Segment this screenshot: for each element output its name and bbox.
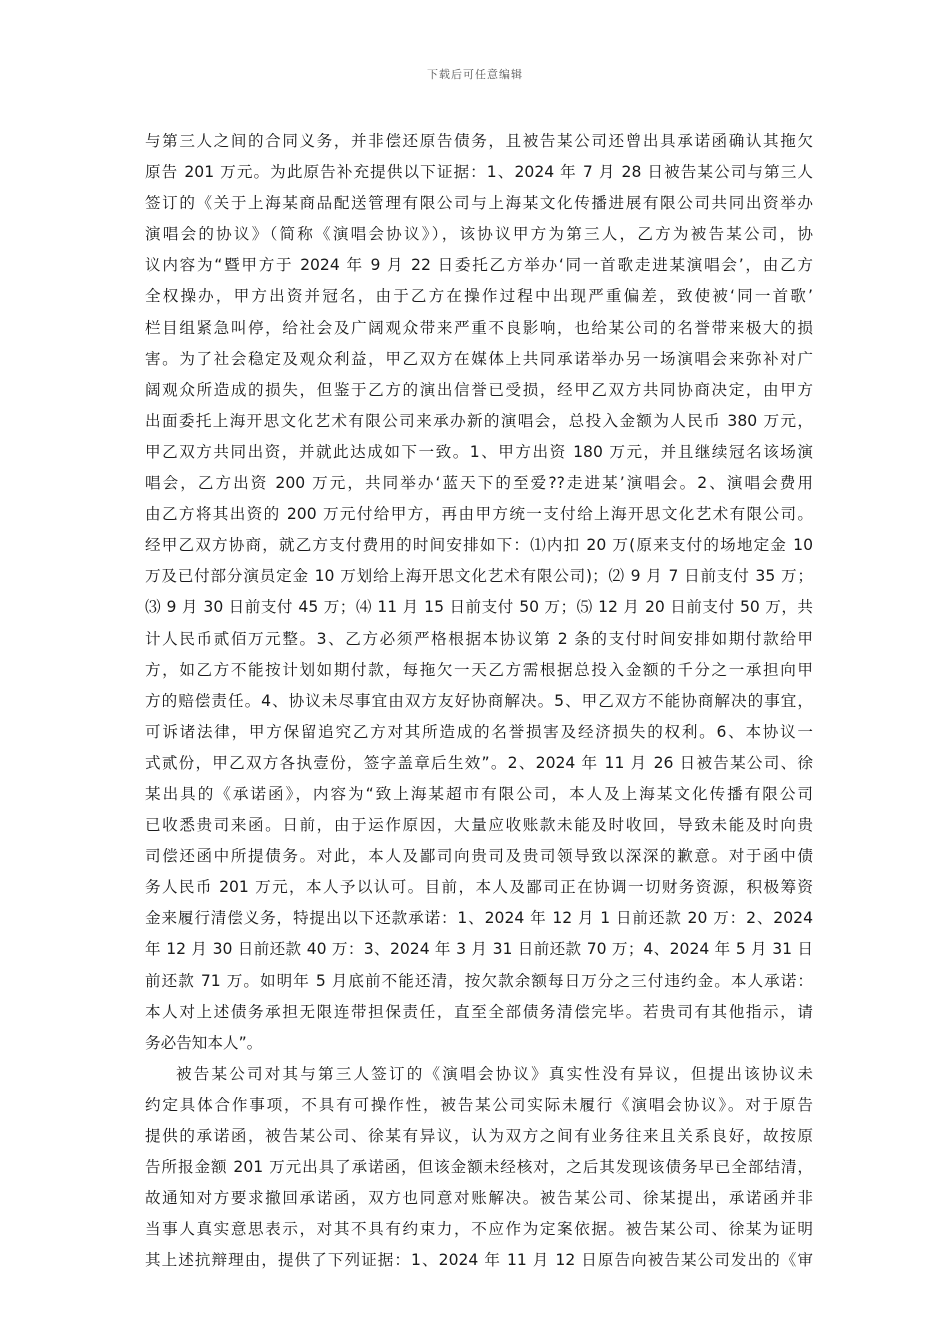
- text-line: 当事人真实意思表示，对其不具有约束力，不应作为定案依据。被告某公司、徐某为证明: [145, 1220, 813, 1239]
- text-line: 司偿还函中所提债务。对此，本人及鄙司向贵司及贵司领导致以深深的歉意。对于函中债: [145, 847, 813, 866]
- text-line: 原告 201 万元。为此原告补充提供以下证据：1、2024 年 7 月 28 日被告某公司与第三人: [145, 163, 813, 182]
- text-line: 金来履行清偿义务，特提出以下还款承诺：1、2024 年 12 月 1 日前还款 20 万：2、2024: [145, 909, 813, 928]
- text-line: 约定具体合作事项，不具有可操作性，被告某公司实际未履行《演唱会协议》。对于原告: [145, 1095, 813, 1114]
- text-line: 提供的承诺函，被告某公司、徐某有异议，认为双方之间有业务往来且关系良好，故按原: [145, 1127, 813, 1145]
- text-line: 栏目组紧急叫停，给社会及广阔观众带来严重不良影响，也给某公司的名誉带来极大的损: [145, 318, 813, 337]
- text-line: 方，如乙方不能按计划如期付款，每拖欠一天乙方需根据总投入金额的千分之一承担向甲: [145, 660, 813, 679]
- text-line: 其上述抗辩理由，提供了下列证据：1、2024 年 11 月 12 日原告向被告某公司发出的《审: [145, 1251, 813, 1270]
- text-line: 务必告知本人”。: [145, 1033, 263, 1052]
- text-line: 被告某公司对其与第三人签订的《演唱会协议》真实性没有异议，但提出该协议未: [176, 1064, 813, 1083]
- text-line: 方的赔偿责任。4、协议未尽事宜由双方友好协商解决。5、甲乙双方不能协商解决的事宜，: [145, 691, 813, 710]
- text-line: 式贰份，甲乙双方各执壹份，签字盖章后生效”。2、2024 年 11 月 26 日被告某公司、徐: [145, 753, 813, 772]
- text-line: 由乙方将其出资的 200 万元付给甲方，再由甲方统一支付给上海开思文化艺术有限公司。: [145, 505, 813, 524]
- text-line: 全权操办，甲方出资并冠名，由于乙方在操作过程中出现严重偏差，致使被‘同一首歌’: [145, 287, 813, 306]
- text-line: 已收悉贵司来函。日前，由于运作原因，大量应收账款未能及时收回，导致未能及时向贵: [145, 816, 813, 835]
- text-line: ⑶ 9 月 30 日前支付 45 万；⑷ 11 月 15 日前支付 50 万；⑸ 12 月 20 日前支付 50 万，共: [145, 598, 813, 617]
- text-line: 某出具的《承诺函》，内容为“致上海某超市有限公司，本人及上海某文化传播有限公司: [145, 784, 813, 803]
- text-line: 故通知对方要求撤回承诺函，双方也同意对账解决。被告某公司、徐某提出，承诺函并非: [145, 1189, 813, 1208]
- text-line: 阔观众所造成的损失，但鉴于乙方的演出信誉已受损，经甲乙双方共同协商决定，由甲方: [145, 380, 813, 399]
- document-body: [145, 126, 813, 1276]
- text-line: 签订的《关于上海某商品配送管理有限公司与上海某文化传播进展有限公司共同出资举办: [145, 194, 813, 213]
- text-line: 前还款 71 万。如明年 5 月底前不能还清，按欠款余额每日万分之三付违约金。本人承诺：: [145, 971, 813, 990]
- text-line: 经甲乙双方协商，就乙方支付费用的时间安排如下：⑴内扣 20 万(原来支付的场地定金 10: [145, 536, 813, 555]
- text-line: 议内容为“暨甲方于 2024 年 9 月 22 日委托乙方举办‘同一首歌走进某演唱会’，由乙方: [145, 256, 813, 275]
- text-line: 出面委托上海开思文化艺术有限公司来承办新的演唱会，总投入金额为人民币 380 万元，: [145, 411, 813, 430]
- text-line: 与第三人之间的合同义务，并非偿还原告债务，且被告某公司还曾出具承诺函确认其拖欠: [145, 132, 813, 150]
- text-line: 告所报金额 201 万元出具了承诺函，但该金额未经核对，之后其发现该债务早已全部结清，: [145, 1158, 813, 1177]
- text-line: 务人民币 201 万元，本人予以认可。目前，本人及鄙司正在协调一切财务资源，积极筹资: [145, 878, 813, 897]
- text-line: 害。为了社会稳定及观众利益，甲乙双方在媒体上共同承诺举办另一场演唱会来弥补对广: [145, 349, 813, 368]
- text-line: 本人对上述债务承担无限连带担保责任，直至全部债务清偿完毕。若贵司有其他指示，请: [145, 1002, 813, 1021]
- text-line: 计人民币贰佰万元整。3、乙方必须严格根据本协议第 2 条的支付时间安排如期付款给甲: [145, 629, 813, 648]
- text-line: 唱会，乙方出资 200 万元，共同举办‘蓝天下的至爱??走进某’演唱会。2、演唱会费用: [145, 474, 813, 493]
- page-header: 下载后可任意编辑: [427, 68, 523, 81]
- text-line: 可诉诸法律，甲方保留追究乙方对其所造成的名誉损害及经济损失的权利。6、本协议一: [145, 722, 813, 741]
- text-line: 年 12 月 30 日前还款 40 万：3、2024 年 3 月 31 日前还款 70 万；4、2024 年 5 月 31 日: [145, 940, 813, 959]
- text-line: 演唱会的协议》（简称《演唱会协议》），该协议甲方为第三人，乙方为被告某公司，协: [145, 225, 813, 244]
- text-line: 万及已付部分演员定金 10 万划给上海开思文化艺术有限公司)；⑵ 9 月 7 日前支付 35 万；: [145, 567, 813, 586]
- text-line: 甲乙双方共同出资，并就此达成如下一致。1、甲方出资 180 万元，并且继续冠名该场演: [145, 442, 813, 461]
